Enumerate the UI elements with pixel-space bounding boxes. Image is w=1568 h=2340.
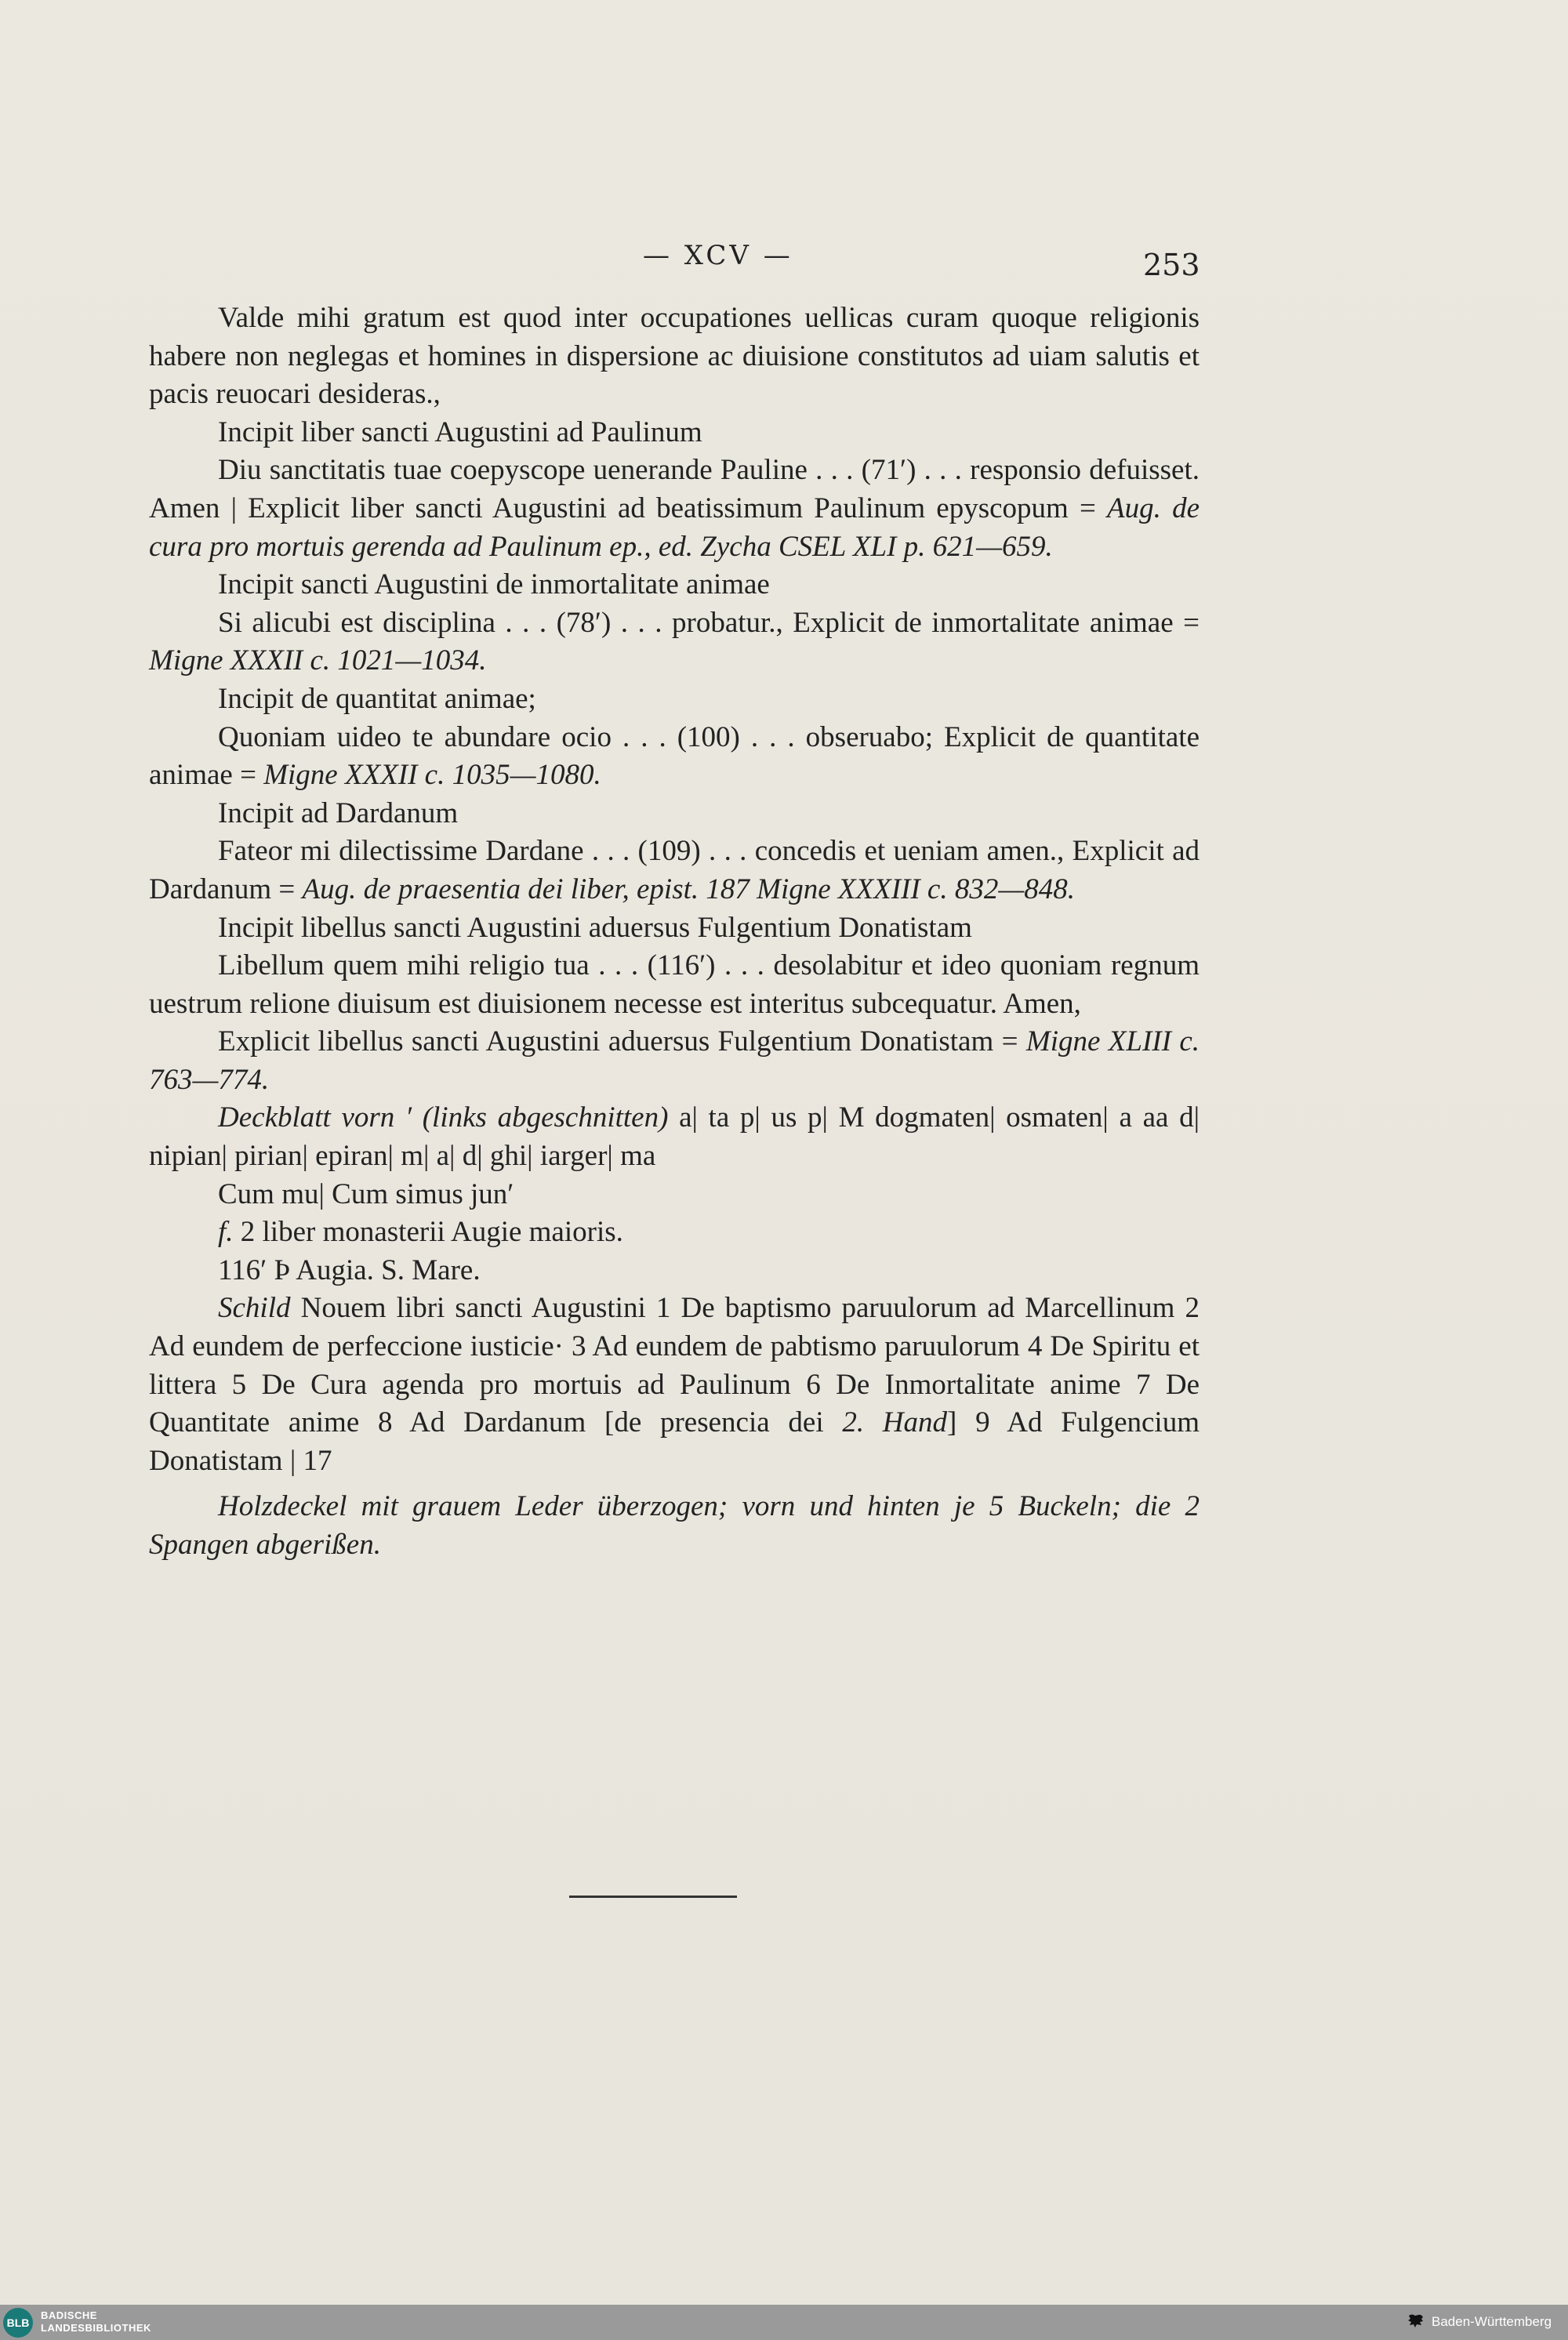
library-name-line: BADISCHE bbox=[41, 2309, 97, 2321]
blb-logo: BLB bbox=[3, 2308, 33, 2338]
paragraph bbox=[149, 1023, 1200, 1099]
citation: Migne XXXII c. 1035—1080. bbox=[263, 759, 601, 792]
paragraph bbox=[149, 452, 1200, 566]
annotation-label: Deckblatt vorn ′ (links abgeschnitten) bbox=[218, 1101, 669, 1134]
end-rule bbox=[569, 1896, 737, 1898]
paragraph: Incipit ad Dardanum bbox=[218, 796, 459, 829]
body-text bbox=[149, 299, 1200, 1565]
paragraph-text: 2 liber monasterii Augie maioris. bbox=[233, 1216, 623, 1249]
citation: Aug. de praesentia dei liber, epist. 187 Migne XXXIII c. 832—848. bbox=[302, 873, 1075, 905]
paragraph bbox=[149, 1214, 1200, 1252]
footer-bar bbox=[0, 2305, 1568, 2340]
page-number: 253 bbox=[1143, 248, 1200, 282]
library-name-line: LANDESBIBLIOTHEK bbox=[41, 2322, 151, 2334]
paragraph-text: Quoniam uideo te abundare ocio . . . (100) . . . obseruabo; Explicit de quantitate animae = bbox=[149, 720, 1200, 792]
paragraph bbox=[149, 604, 1200, 680]
citation: Aug. de cura pro mortuis gerenda ad Paulinum ep., ed. Zycha CSEL XLI p. 621—659. bbox=[149, 492, 1200, 563]
paragraph bbox=[149, 719, 1200, 795]
paragraph bbox=[149, 1290, 1200, 1480]
paragraph: Cum mu| Cum simus jun′ bbox=[218, 1177, 514, 1210]
paragraph-text: a| ta p| us p| M dogmaten| osmaten| a aa d| nipian| pirian| epiran| m| a| d| ghi| iarger| ma bbox=[149, 1101, 1200, 1173]
paragraph bbox=[149, 833, 1200, 909]
annotation-label: f. bbox=[218, 1216, 234, 1249]
paragraph: Valde mihi gratum est quod inter occupationes uellicas curam quoque religionis habere non neglegas et homines in dispersione ac diuisione constitutos ad uiam salutis et pacis reuocari desideras., bbox=[149, 302, 1200, 411]
paragraph-text: Diu sanctitatis tuae coepyscope uenerande Pauline . . . (71′) . . . responsio defuisset. Amen | Explicit liber sancti Augustini ad beatissimum Paulinum epyscopum = bbox=[149, 454, 1200, 524]
library-name bbox=[41, 2309, 151, 2335]
section-header: — XCV — bbox=[643, 240, 793, 271]
annotation-label: Schild bbox=[218, 1292, 291, 1325]
paragraph-text: Fateor mi dilectissime Dardane . . . (109) . . . concedis et ueniam amen., Explicit ad Dardanum = bbox=[149, 835, 1200, 905]
citation: Migne XLIII c. 763—774. bbox=[149, 1025, 1200, 1096]
paragraph: 116′ Þ Augia. S. Mare. bbox=[218, 1253, 481, 1286]
paragraph: Incipit libellus sancti Augustini aduersus Fulgentium Donatistam bbox=[218, 911, 972, 944]
paragraph: Libellum quem mihi religio tua . . . (116′) . . . desolabitur et ideo quoniam regnum uestrum relione diuisum est diuisionem necesse est interitus subcequatur. Amen, bbox=[149, 949, 1200, 1020]
paragraph: Incipit liber sancti Augustini ad Paulinum bbox=[218, 415, 702, 448]
paragraph: Incipit de quantitat animae; bbox=[218, 682, 536, 715]
paragraph-text: Si alicubi est disciplina . . . (78′) . . . probatur., Explicit de inmortalitate animae = bbox=[218, 606, 1200, 639]
paragraph-text: Nouem libri sancti Augustini 1 De baptismo paruulorum ad Marcellinum 2 Ad eundem de perfeccione iusticie· 3 Ad eundem de pabtismo paruulorum 4 De Spiritu et littera 5 De Cura agenda pro mortuis ad Paulinum 6 De Inmortalitate anime 7 De Quantitate anime 8 Ad Dardanum [de presencia dei bbox=[149, 1292, 1200, 1439]
annotation-label: 2. Hand bbox=[842, 1406, 948, 1439]
paragraph: Holzdeckel mit grauem Leder überzogen; vorn und hinten je 5 Buckeln; die 2 Spangen abgerißen. bbox=[149, 1490, 1200, 1561]
paragraph bbox=[149, 1099, 1200, 1175]
lion-coat-of-arms-icon bbox=[1405, 2311, 1427, 2333]
state-label: Baden-Württemberg bbox=[1432, 2314, 1552, 2329]
paragraph-text: Explicit libellus sancti Augustini aduersus Fulgentium Donatistam = bbox=[218, 1025, 1026, 1058]
paragraph-text: ] 9 Ad Fulgencium Donatistam | 17 bbox=[149, 1406, 1200, 1477]
paragraph: Incipit sancti Augustini de inmortalitate animae bbox=[218, 568, 770, 601]
citation: Migne XXXII c. 1021—1034. bbox=[149, 644, 487, 677]
